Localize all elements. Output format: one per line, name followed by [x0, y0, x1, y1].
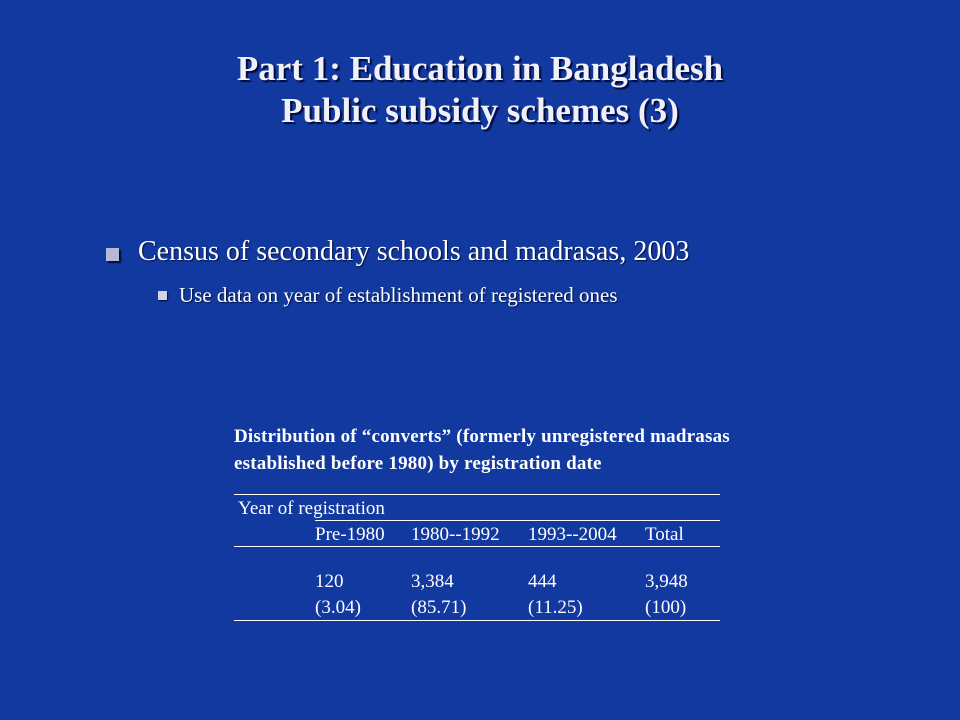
count-cell: 3,384 — [411, 571, 454, 592]
count-cell: 444 — [528, 571, 557, 592]
title-line-2: Public subsidy schemes (3) — [281, 91, 679, 130]
table-group-header: Year of registration — [238, 498, 385, 519]
table-group-rule — [315, 520, 720, 521]
percent-cell: (11.25) — [528, 597, 583, 618]
column-header-1993-2004: 1993--2004 — [528, 524, 617, 545]
table-top-rule — [234, 494, 720, 495]
table-header-rule — [234, 546, 720, 547]
table-caption-line-2: established before 1980) by registration date — [234, 453, 602, 474]
percent-cell: (3.04) — [315, 597, 361, 618]
bullet-square-icon — [106, 248, 119, 261]
percent-cell: (85.71) — [411, 597, 467, 618]
table-caption — [234, 423, 834, 477]
count-cell: 3,948 — [645, 571, 688, 592]
table-bottom-rule — [234, 620, 720, 621]
bullet-level-2: Use data on year of establishment of registered ones — [179, 283, 618, 307]
table-caption-line-1: Distribution of “converts” (formerly unregistered madrasas — [234, 426, 730, 447]
slide-title — [0, 48, 960, 132]
title-line-1: Part 1: Education in Bangladesh — [236, 49, 724, 88]
bullet-level-1: Census of secondary schools and madrasas, 2003 — [138, 236, 690, 267]
column-header-total: Total — [645, 524, 684, 545]
count-cell: 120 — [315, 571, 344, 592]
column-header-1980-1992: 1980--1992 — [411, 524, 500, 545]
percent-cell: (100) — [645, 597, 687, 618]
sub-bullet-square-icon — [158, 291, 167, 300]
column-header-pre-1980: Pre-1980 — [315, 524, 385, 545]
